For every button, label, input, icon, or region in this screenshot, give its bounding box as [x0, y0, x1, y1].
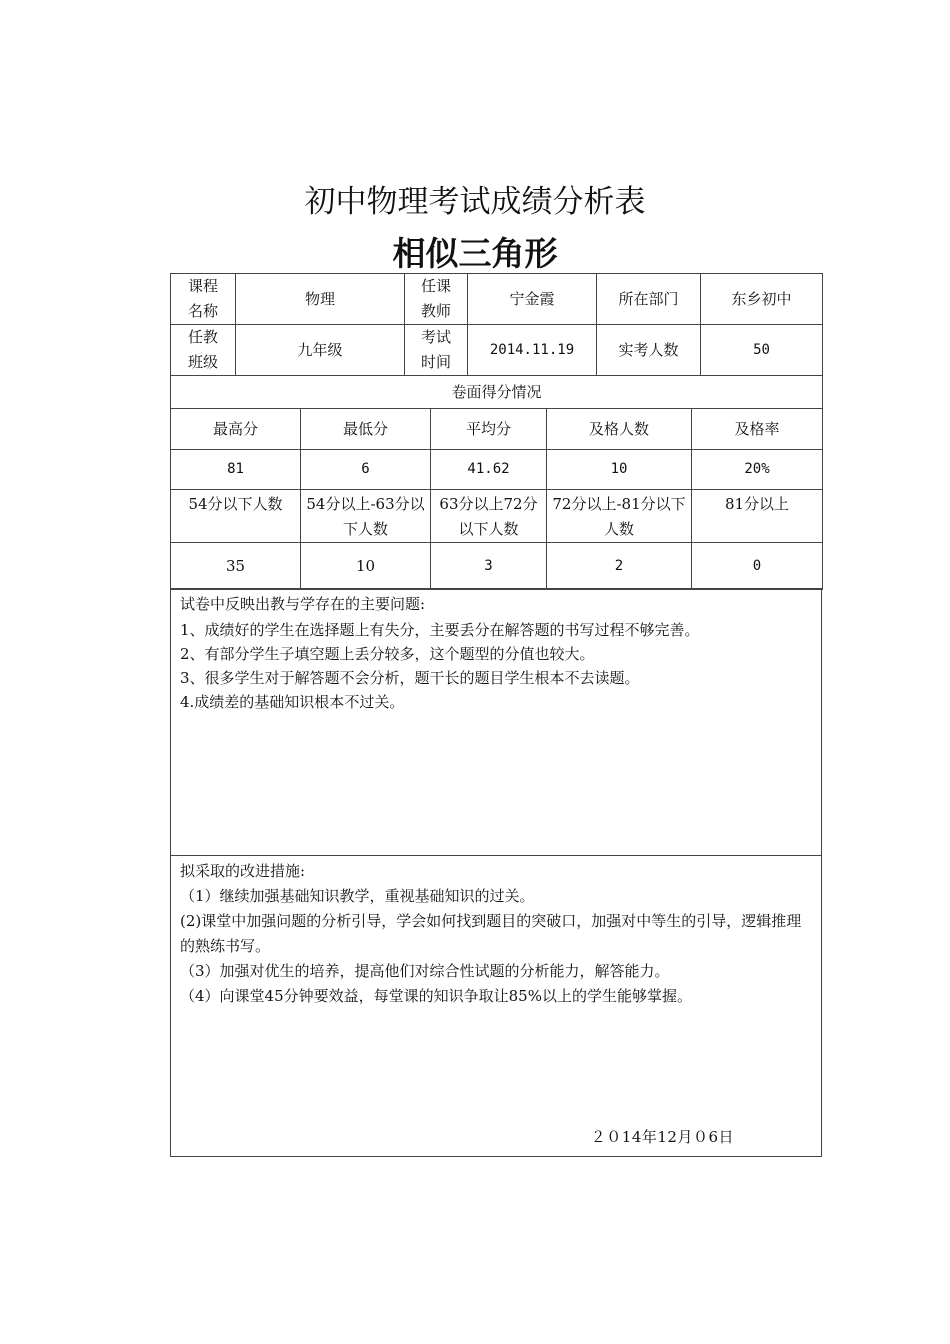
teacher-value: 宁金霞	[468, 274, 597, 325]
issues-section	[170, 588, 822, 856]
section-title: 卷面得分情况	[171, 376, 823, 409]
score-header: 最低分	[301, 409, 431, 450]
range-header: 63分以上72分以下人数	[431, 490, 547, 543]
table-row	[171, 490, 823, 543]
table-row	[171, 274, 823, 325]
list-item: 1、成绩好的学生在选择题上有失分，主要丢分在解答题的书写过程不够完善。	[180, 621, 700, 639]
page-subtitle: 相似三角形	[392, 234, 558, 273]
dept-value: 东乡初中	[701, 274, 823, 325]
score-value: 6	[301, 450, 431, 490]
report-date: ２０14年12月０6日	[590, 1128, 734, 1146]
table-row	[171, 450, 823, 490]
teacher-label: 任课 教师	[405, 274, 468, 325]
class-label: 任教 班级	[171, 325, 236, 376]
table-row	[171, 325, 823, 376]
range-header: 72分以上-81分以下人数	[547, 490, 692, 543]
count-value: 50	[701, 325, 823, 376]
table-row	[171, 543, 823, 590]
course-label: 课程 名称	[171, 274, 236, 325]
issues-heading: 试卷中反映出教与学存在的主要问题:	[180, 595, 426, 613]
table-row	[171, 409, 823, 450]
score-value: 20%	[692, 450, 823, 490]
list-item: (2)课堂中加强问题的分析引导，学会如何找到题目的突破口，加强对中等生的引导，逻辑推理的熟练书写。	[180, 912, 802, 955]
list-item: （3）加强对优生的培养，提高他们对综合性试题的分析能力，解答能力。	[180, 962, 670, 980]
list-item: 3、很多学生对于解答题不会分析，题干长的题目学生根本不去读题。	[180, 669, 640, 687]
score-header: 最高分	[171, 409, 301, 450]
list-item: （4）向课堂45分钟要效益，每堂课的知识争取让85%以上的学生能够掌握。	[180, 987, 692, 1005]
score-value: 81	[171, 450, 301, 490]
list-item: 4.成绩差的基础知识根本不过关。	[180, 693, 405, 711]
range-value: 35	[171, 543, 301, 590]
count-label: 实考人数	[597, 325, 701, 376]
range-header: 54分以上-63分以下人数	[301, 490, 431, 543]
measures-heading: 拟采取的改进措施:	[180, 862, 306, 880]
range-value: 10	[301, 543, 431, 590]
course-value: 物理	[236, 274, 405, 325]
range-value: 3	[431, 543, 547, 590]
score-value: 41.62	[431, 450, 547, 490]
dept-label: 所在部门	[597, 274, 701, 325]
score-header: 及格率	[692, 409, 823, 450]
range-value: 0	[692, 543, 823, 590]
time-label: 考试 时间	[405, 325, 468, 376]
page-title: 初中物理考试成绩分析表	[304, 184, 646, 220]
range-header: 81分以上	[692, 490, 823, 543]
list-item: 2、有部分学生子填空题上丢分较多，这个题型的分值也较大。	[180, 645, 595, 663]
time-value: 2014.11.19	[468, 325, 597, 376]
info-table	[170, 273, 823, 376]
measures-section	[170, 855, 822, 1157]
range-value: 2	[547, 543, 692, 590]
table-row	[171, 376, 823, 409]
score-value: 10	[547, 450, 692, 490]
list-item: （1）继续加强基础知识教学，重视基础知识的过关。	[180, 887, 535, 905]
score-table	[170, 375, 823, 590]
range-header: 54分以下人数	[171, 490, 301, 543]
score-header: 及格人数	[547, 409, 692, 450]
class-value: 九年级	[236, 325, 405, 376]
score-header: 平均分	[431, 409, 547, 450]
